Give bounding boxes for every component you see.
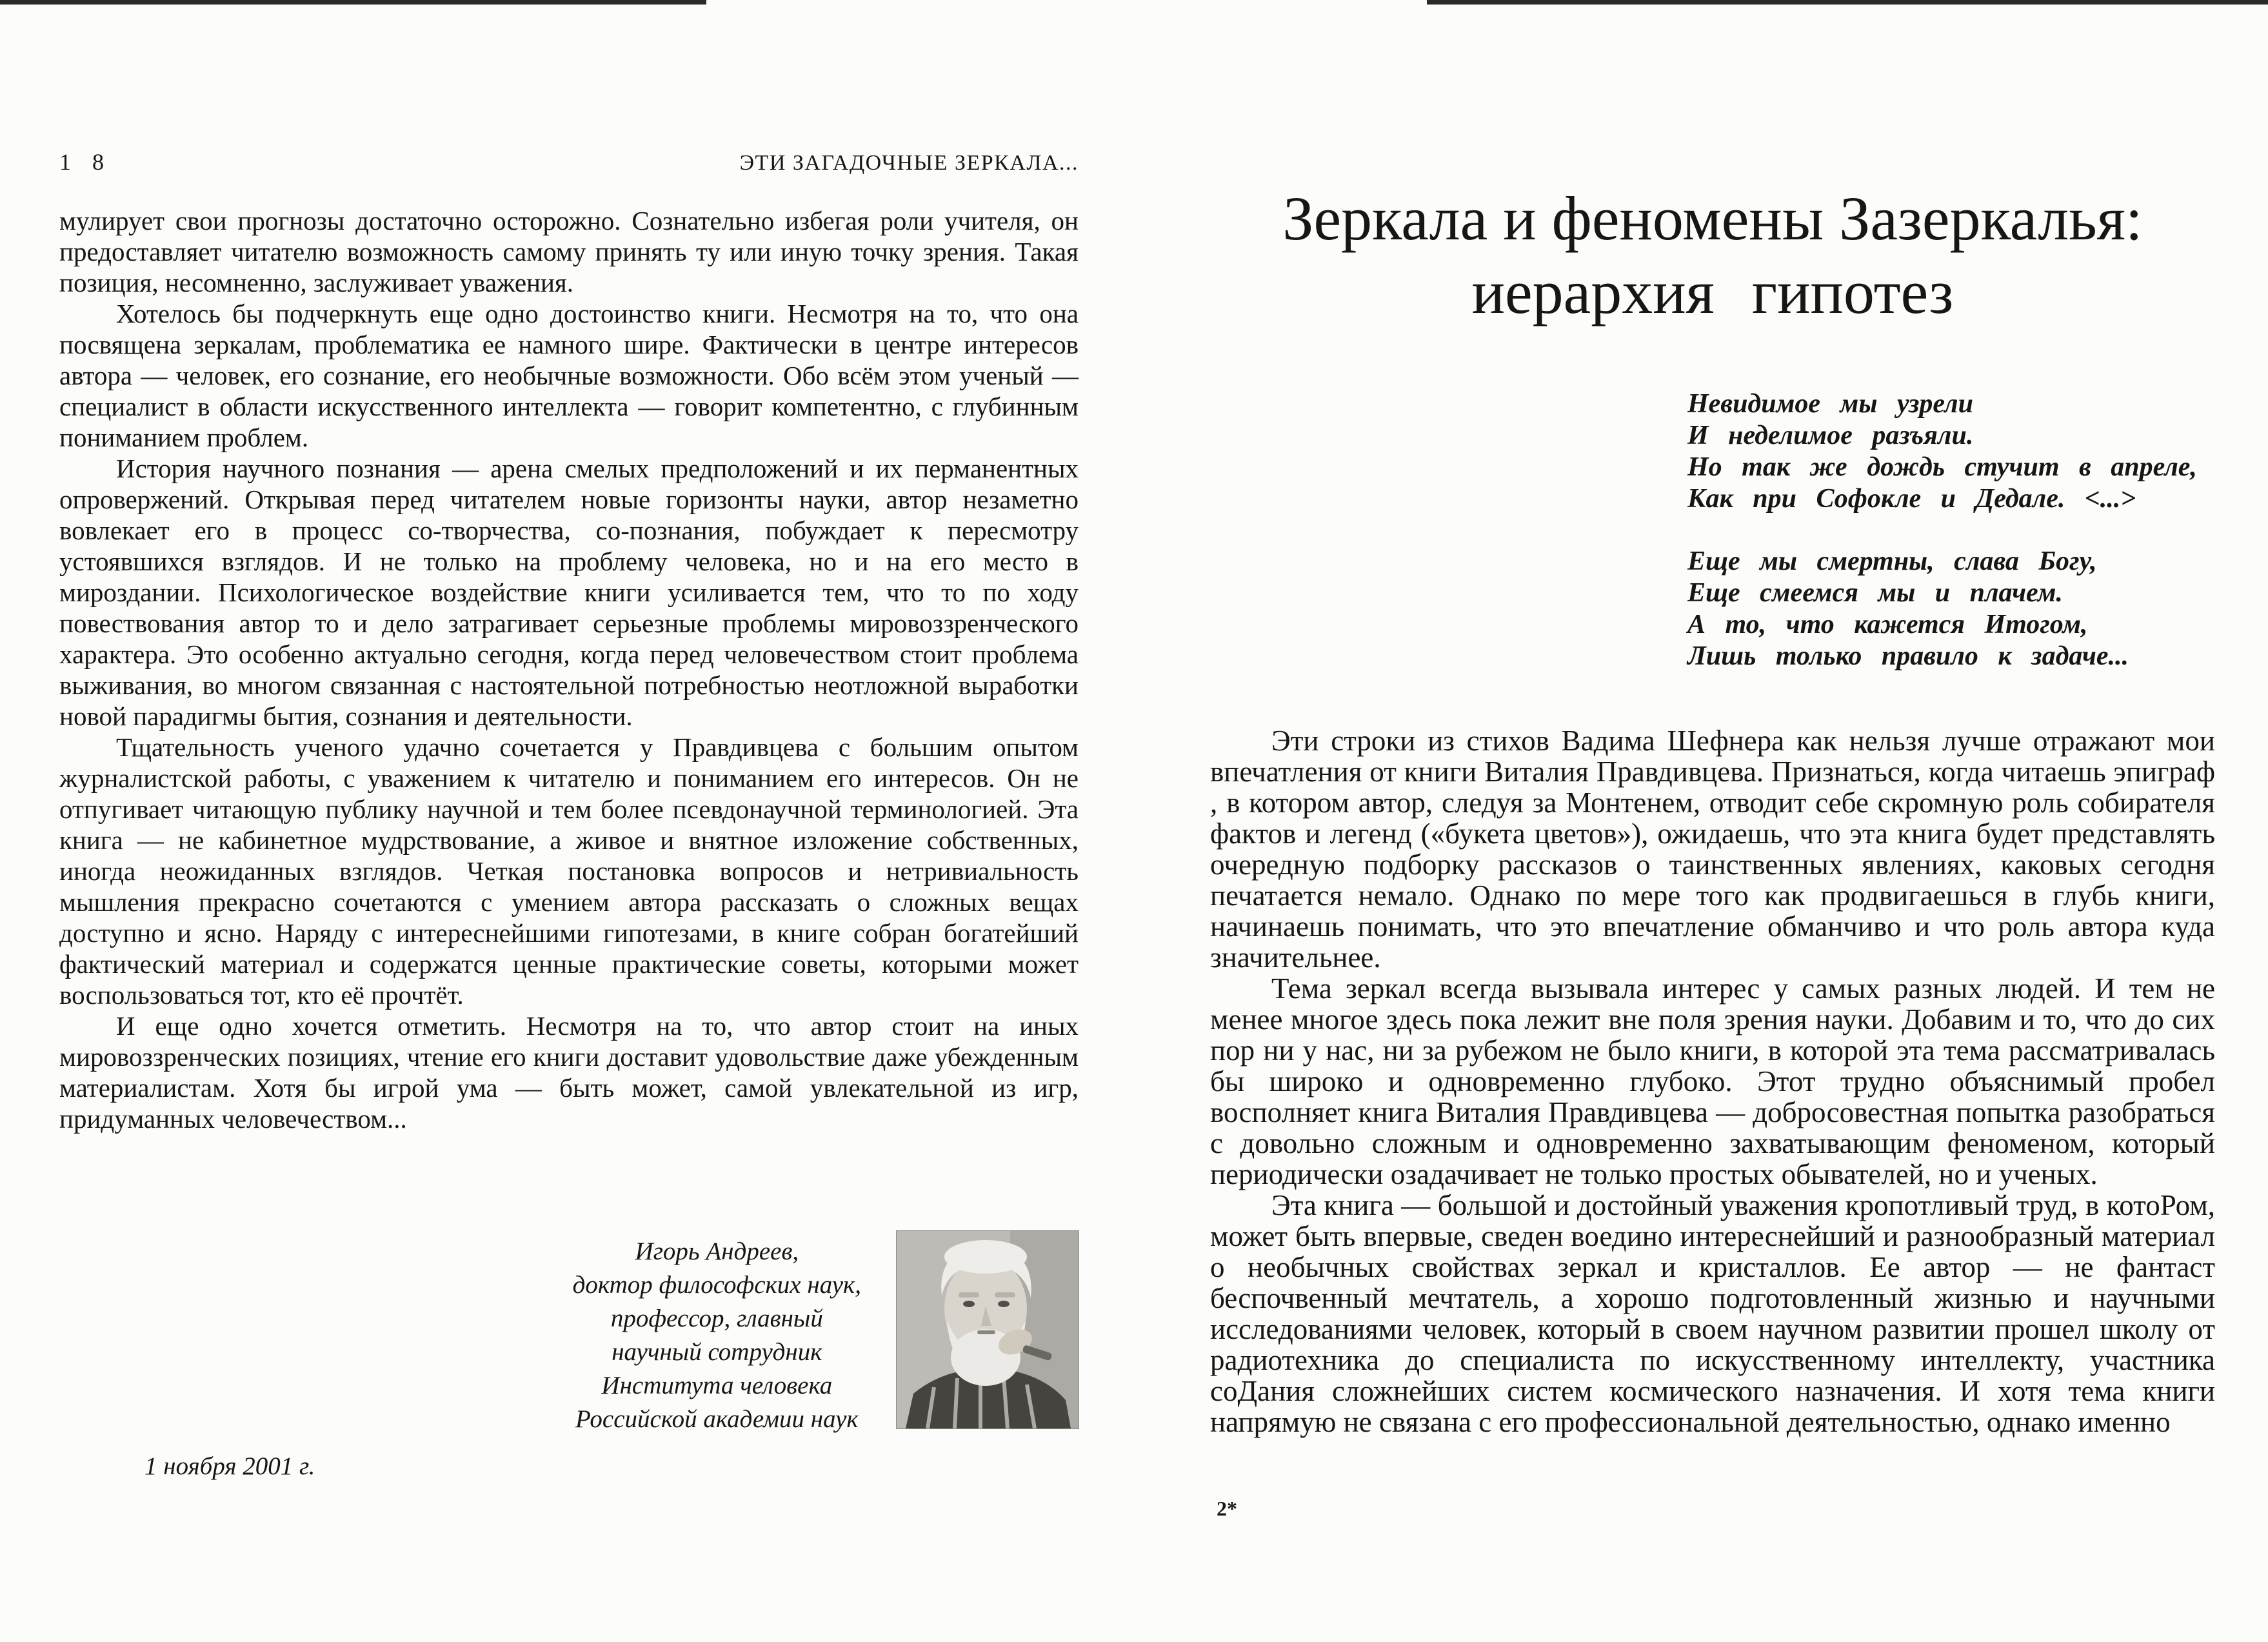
epigraph-line: И неделимое разъяли.	[1687, 421, 1974, 450]
body-paragraph: Эта книга — большой и достойный уважения кропотливый труд, в котоРом, может быть впервые, сведен воедино интереснейший и разнообразный материал о необычных свойствах зеркал и кристаллов. Ее автор — не фантаст беспочвенный мечтатель, а хорошо подготовленный жизнью и научными исследованиями человек, который в своем научном развитии прошел школу от радиотехника до специалиста по искусственному интеллекту, участника соДания сложнейших систем космического назначения. И хотя тема книги напрямую не связана с его профессиональной деятельностью, однако именно	[1210, 1189, 2215, 1438]
scan-artifact-left	[0, 0, 706, 5]
right-page	[1210, 182, 2215, 1437]
body-paragraph: История научного познания — арена смелых предположений и их перманентных опровержений. Открывая перед читателем новые горизонты науки, автор незаметно вовлекает его в процесс со-творчества, со-познания, побуждает к пересмотру устоявшихся взглядов. И не только на проблему человека, но и на его место в мироздании. Психологическое воздействие книги усиливается тем, что то по ходу повествования автор то и дело затрагивает серьезные проблемы мировоззренческого характера. Это особенно актуально сегодня, когда перед человечеством стоит проблема выживания, во многом связанная с настоятельной потребностью неотложной выработки новой парадигмы бытия, сознания и деятельности.	[59, 454, 1079, 731]
epigraph-stanza-2	[1687, 546, 2215, 672]
epigraph-line: Еще мы смертны, слава Богу,	[1687, 546, 2097, 576]
epigraph	[1687, 388, 2215, 672]
epigraph-line: Лишь только правило к задаче...	[1687, 641, 2129, 671]
running-title: ЭТИ ЗАГАДОЧНЫЕ ЗЕРКАЛА...	[739, 151, 1079, 175]
byline-block	[59, 1231, 1079, 1436]
body-paragraph: Эти строки из стихов Вадима Шефнера как нельзя лучше отражают мои впечатления от книги Виталия Правдивцева. Признаться, когда читаешь эпиграф , в котором автор, следуя за Монтенем, отводит себе скромную роль собирателя фактов и легенд («букета цветов»), ожидаешь, что эта книга будет представлять очередную подборку рассказов о таинственных явлениях, каковых сегодня печатается немало. Однако по мере того как продвигаешься в глубь книги, начинаешь понимать, что это впечатление обманчиво и что роль автора куда значительнее.	[1210, 725, 2215, 974]
signature-line: научный сотрудник	[612, 1338, 822, 1366]
signature-line: Игорь Андреев,	[635, 1237, 799, 1265]
epigraph-line: Как при Софокле и Дедале. <...>	[1687, 484, 2136, 514]
epigraph-line: Но так же дождь стучит в апреле,	[1687, 452, 2197, 482]
chapter-title	[1210, 182, 2215, 329]
date-line: 1 ноября 2001 г.	[144, 1452, 315, 1480]
body-paragraph: И еще одно хочется отметить. Несмотря на то, что автор стоит на иных мировоззренческих позициях, чтение его книги доставит удовольствие даже убежденным материалистам. Хотя бы игрой ума — быть может, самой увлекательной из игр, придуманных человечеством...	[59, 1011, 1079, 1134]
epigraph-line: Невидимое мы узрели	[1687, 389, 1973, 419]
body-paragraph: Тщательность ученого удачно сочетается у Правдивцева с большим опытом журналистской работы, с уважением к читателю и пониманием его интересов. Он не отпугивает читающую публику научной и тем более псевдонаучной терминологией. Эта книга — не кабинетное мудрствование, а живое и внятное изложение собственных, иногда неожиданных взглядов. Четкая постановка вопросов и нетривиальность мышления прекрасно сочетаются с умением автора рассказать о сложных вещах доступно и ясно. Наряду с интереснейшими гипотезами, в книге собран богатейший фактический материал и содержатся ценные практические советы, которыми может воспользоваться тот, кто её прочтёт.	[59, 732, 1079, 1010]
signature-line: профессор, главный	[610, 1305, 823, 1332]
right-page-body	[1210, 725, 2215, 1437]
signature-block	[573, 1231, 861, 1436]
epigraph-stanza-1	[1687, 388, 2215, 515]
signature-mark: 2*	[1217, 1497, 1237, 1520]
signature-line: Института человека	[601, 1372, 833, 1399]
signature-line: доктор философских наук,	[572, 1271, 861, 1299]
epigraph-line: А то, что кажется Итогом,	[1687, 610, 2088, 639]
signature-line: Российской академии наук	[575, 1405, 859, 1433]
epigraph-line: Еще смеемся мы и плачем.	[1687, 578, 2063, 608]
body-paragraph: мулирует свои прогнозы достаточно осторожно. Сознательно избегая роли учителя, он предоставляет читателю возможность самому принять ту или иную точку зрения. Такая позиция, несомненно, заслуживает уважения.	[59, 206, 1079, 297]
portrait-photo	[897, 1231, 1079, 1428]
left-page-header	[59, 148, 1079, 175]
scan-artifact-right	[1427, 0, 2268, 5]
chapter-title-line2: иерархия гипотез	[1471, 257, 1954, 326]
left-page	[59, 148, 1079, 1134]
chapter-title-line1: Зеркала и феномены Зазеркалья:	[1282, 184, 2143, 253]
body-paragraph: Тема зеркал всегда вызывала интерес у самых разных людей. И тем не менее многое здесь пока лежит вне поля зрения науки. Добавим и то, что до сих пор ни у нас, ни за рубежом не было книги, в которой эта тема рассматривалась бы широко и одновременно глубоко. Этот трудно объяснимый пробел восполняет книга Виталия Правдивцева — добросовестная попытка разобраться с довольно сложным и одновременно захватывающим феноменом, который периодически озадачивает не только простых обывателей, но и ученых.	[1210, 972, 2215, 1190]
body-paragraph: Хотелось бы подчеркнуть еще одно достоинство книги. Несмотря на то, что она посвящена зеркалам, проблематика ее намного шире. Фактически в центре интересов автора — человек, его сознание, его необычные возможности. Обо всём этом ученый — специалист в области искусственного интеллекта — говорит компетентно, с глубинным пониманием проблем.	[59, 299, 1079, 452]
page-number: 1 8	[59, 149, 112, 175]
left-page-body	[59, 205, 1079, 1134]
